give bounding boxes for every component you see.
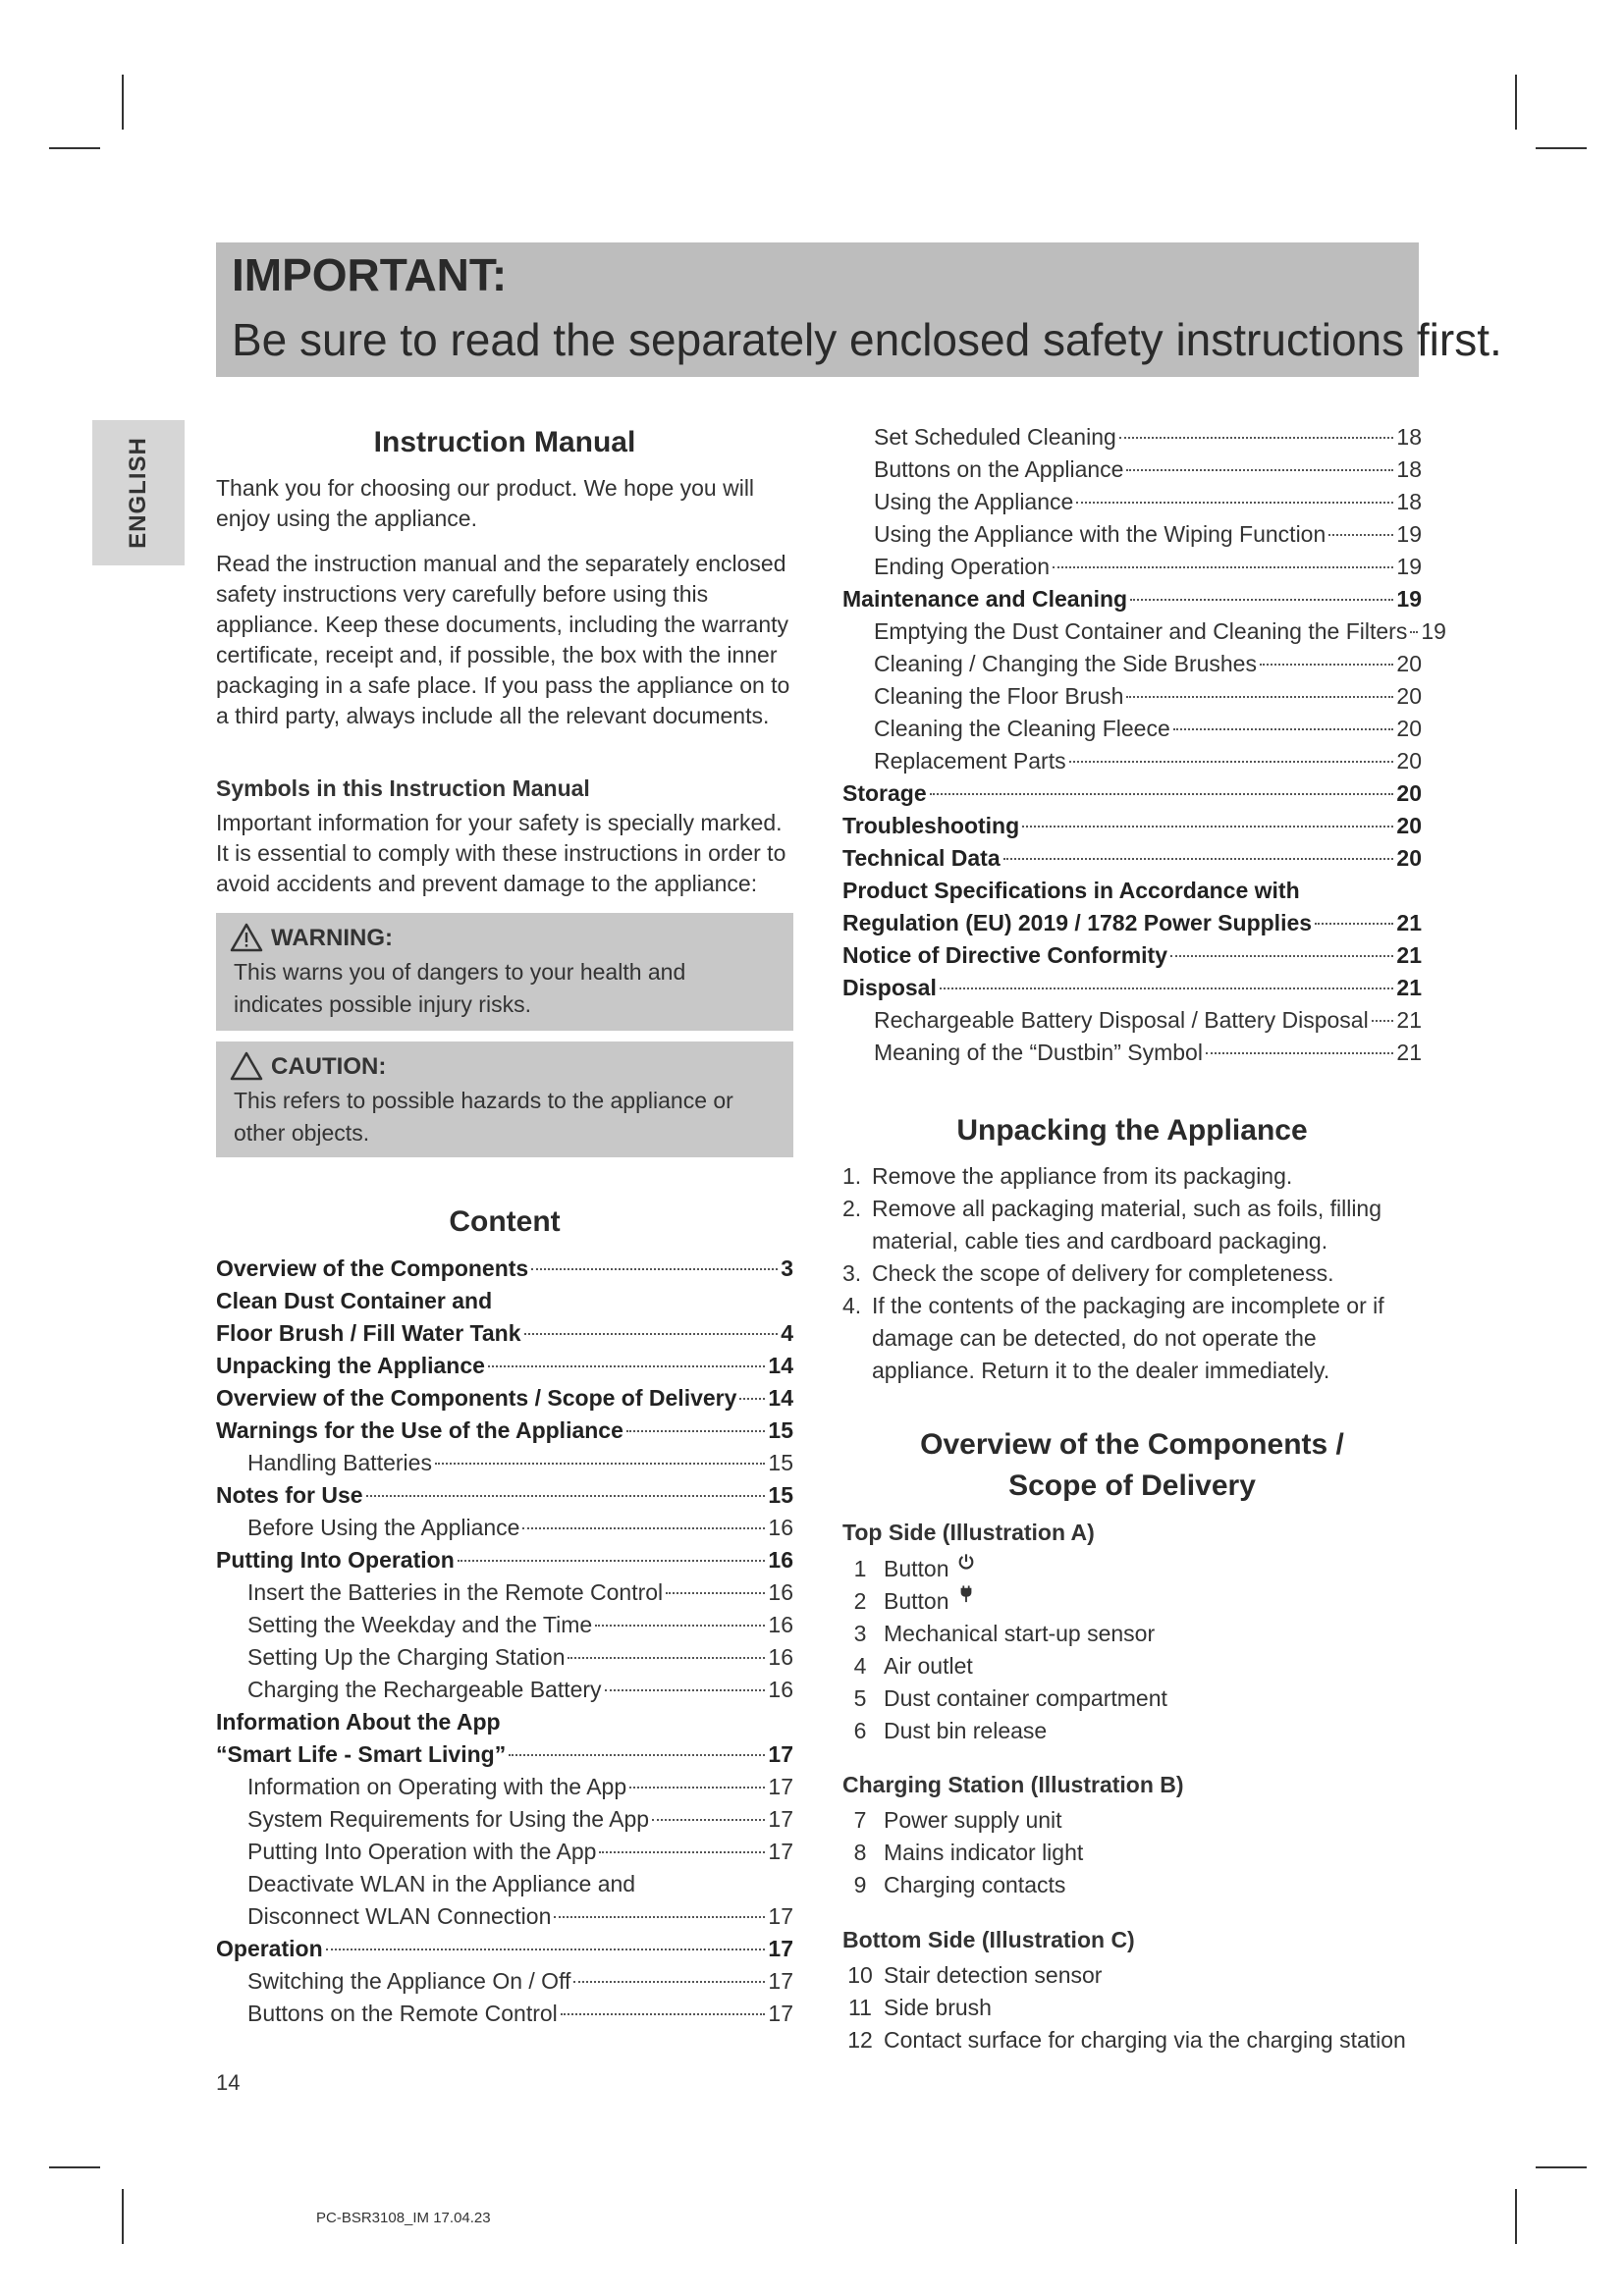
toc-entry-page: 20 xyxy=(1396,748,1422,774)
footer-code: PC-BSR3108_IM 17.04.23 xyxy=(316,2210,491,2226)
toc-leader-dots xyxy=(488,1365,765,1367)
toc-leader-dots xyxy=(1206,1052,1393,1054)
list-item xyxy=(842,1257,1422,1290)
toc-entry-page: 21 xyxy=(1396,942,1422,968)
toc-entry-label: Cleaning the Floor Brush xyxy=(874,683,1124,709)
warning-title: WARNING: xyxy=(271,925,393,951)
toc-entry-label: Disposal xyxy=(842,975,937,1000)
toc-entry-page: 15 xyxy=(768,1450,793,1475)
toc-entry-page: 20 xyxy=(1396,683,1422,709)
component-number: 5 xyxy=(853,1685,867,1711)
top-side-list xyxy=(842,1553,1422,1747)
toc-entry-label: Using the Appliance xyxy=(874,489,1074,514)
toc-entry-page: 17 xyxy=(768,1968,793,1994)
toc-leader-dots xyxy=(1130,599,1393,601)
toc-entry-page: 17 xyxy=(768,1936,793,1961)
list-item-number: 1. xyxy=(842,1163,862,1189)
toc-entry-label: Replacement Parts xyxy=(874,748,1066,774)
component-number: 12 xyxy=(847,2027,873,2053)
page-number: 14 xyxy=(216,2070,241,2095)
symbols-paragraph: Important information for your safety is specially marked. It is essential to comply with these instructions in order to avoid accidents and prevent damage to the appliance: xyxy=(216,810,786,896)
toc-entry-label: Troubleshooting xyxy=(842,813,1020,838)
language-tab xyxy=(92,420,185,565)
toc-entry xyxy=(216,1674,793,1706)
overview-heading-line2: Scope of Delivery xyxy=(1008,1469,1256,1502)
component-item xyxy=(842,2024,1422,2056)
crop-mark xyxy=(49,147,100,149)
toc-entry xyxy=(216,1285,793,1317)
toc-entry xyxy=(216,1609,793,1641)
table-of-contents-right xyxy=(842,421,1446,1069)
component-label: Contact surface for charging via the charging station xyxy=(884,2027,1406,2053)
toc-leader-dots xyxy=(1372,1020,1394,1022)
toc-entry-label: Warnings for the Use of the Appliance xyxy=(216,1417,623,1443)
component-label: Air outlet xyxy=(884,1653,973,1679)
toc-entry-label: Setting the Weekday and the Time xyxy=(247,1612,593,1637)
toc-entry-label: “Smart Life - Smart Living” xyxy=(216,1741,507,1767)
crop-mark xyxy=(122,2189,124,2244)
toc-entry xyxy=(842,745,1422,777)
toc-entry-page: 21 xyxy=(1396,1007,1422,1033)
toc-entry-page: 17 xyxy=(768,1903,793,1929)
toc-entry-page: 21 xyxy=(1396,975,1422,1000)
toc-entry xyxy=(216,1998,793,2030)
toc-entry xyxy=(842,972,1422,1004)
toc-entry xyxy=(216,1771,793,1803)
toc-entry-page: 19 xyxy=(1396,586,1422,612)
toc-entry xyxy=(216,1350,793,1382)
toc-entry-label: Meaning of the “Dustbin” Symbol xyxy=(874,1040,1203,1065)
toc-entry-label: Clean Dust Container and xyxy=(216,1288,493,1313)
component-label: Button xyxy=(884,1556,949,1581)
toc-entry-label: Product Specifications in Accordance with xyxy=(842,878,1300,903)
toc-entry xyxy=(216,1803,793,1836)
toc-entry-label: Putting Into Operation xyxy=(216,1547,455,1573)
component-number: 3 xyxy=(853,1621,867,1646)
toc-entry xyxy=(842,421,1422,454)
toc-leader-dots xyxy=(435,1463,765,1465)
toc-entry-page: 16 xyxy=(768,1547,793,1573)
toc-entry xyxy=(216,1382,793,1415)
crop-mark xyxy=(122,75,124,130)
component-number: 7 xyxy=(853,1807,867,1833)
language-label: ENGLISH xyxy=(125,437,151,549)
toc-entry-page: 20 xyxy=(1396,651,1422,676)
charging-station-list xyxy=(842,1804,1422,1901)
component-label: Mechanical start-up sensor xyxy=(884,1621,1156,1646)
toc-entry-label: Disconnect WLAN Connection xyxy=(247,1903,552,1929)
toc-entry-label: Handling Batteries xyxy=(247,1450,432,1475)
toc-entry-page: 17 xyxy=(768,2001,793,2026)
toc-entry-page: 17 xyxy=(768,1806,793,1832)
toc-entry-page: 20 xyxy=(1396,716,1422,741)
toc-leader-dots xyxy=(599,1851,765,1853)
toc-leader-dots xyxy=(666,1592,765,1594)
toc-entry xyxy=(216,1253,793,1285)
toc-entry xyxy=(842,518,1422,551)
toc-entry-label: Floor Brush / Fill Water Tank xyxy=(216,1320,521,1346)
toc-entry-label: Using the Appliance with the Wiping Function xyxy=(874,521,1326,547)
warning-box xyxy=(216,913,793,1031)
toc-leader-dots xyxy=(1410,631,1418,633)
toc-leader-dots xyxy=(509,1754,765,1756)
list-item xyxy=(842,1160,1422,1193)
toc-leader-dots xyxy=(326,1949,766,1950)
component-label: Dust container compartment xyxy=(884,1685,1167,1711)
list-item-number: 2. xyxy=(842,1196,862,1221)
toc-entry-label: Cleaning the Cleaning Fleece xyxy=(874,716,1170,741)
toc-leader-dots xyxy=(1170,955,1393,957)
toc-entry xyxy=(842,615,1446,648)
toc-leader-dots xyxy=(1315,923,1393,925)
toc-entry-label: Maintenance and Cleaning xyxy=(842,586,1128,612)
caution-box xyxy=(216,1041,793,1157)
toc-leader-dots xyxy=(605,1689,766,1691)
toc-entry xyxy=(216,1641,793,1674)
toc-entry-page: 18 xyxy=(1396,489,1422,514)
toc-entry xyxy=(216,1447,793,1479)
toc-entry-page: 15 xyxy=(768,1482,793,1508)
toc-entry-page: 21 xyxy=(1396,1040,1422,1065)
toc-entry xyxy=(842,680,1422,713)
toc-entry xyxy=(216,1836,793,1868)
toc-entry-label: Information About the App xyxy=(216,1709,501,1735)
crop-mark xyxy=(49,2166,100,2168)
component-number: 9 xyxy=(853,1872,867,1897)
toc-entry-page: 16 xyxy=(768,1677,793,1702)
toc-leader-dots xyxy=(739,1398,765,1400)
component-label: Power supply unit xyxy=(884,1807,1062,1833)
toc-entry xyxy=(842,1037,1422,1069)
toc-entry xyxy=(842,454,1422,486)
banner-title: IMPORTANT: xyxy=(232,249,508,300)
crop-mark xyxy=(1515,75,1517,130)
toc-leader-dots xyxy=(930,793,1394,795)
list-item xyxy=(842,1193,1422,1257)
bottom-side-list xyxy=(842,1959,1422,2056)
component-number: 8 xyxy=(853,1840,867,1865)
toc-leader-dots xyxy=(1173,728,1394,730)
content-heading: Content xyxy=(449,1205,561,1238)
toc-entry xyxy=(842,551,1422,583)
toc-entry-page: 20 xyxy=(1396,813,1422,838)
component-item xyxy=(842,1992,1422,2024)
intro-paragraph: Thank you for choosing our product. We hope you will enjoy using the appliance. xyxy=(216,475,755,531)
component-item xyxy=(842,1869,1422,1901)
toc-leader-dots xyxy=(940,988,1394,989)
toc-leader-dots xyxy=(524,1333,779,1335)
toc-leader-dots xyxy=(595,1625,765,1627)
toc-entry-label: Unpacking the Appliance xyxy=(216,1353,485,1378)
toc-entry xyxy=(216,1868,793,1900)
unpacking-steps xyxy=(842,1160,1422,1387)
component-label: Mains indicator light xyxy=(884,1840,1084,1865)
toc-entry xyxy=(842,810,1422,842)
toc-entry-label: Deactivate WLAN in the Appliance and xyxy=(247,1871,636,1896)
top-side-heading: Top Side (Illustration A) xyxy=(842,1520,1095,1545)
toc-entry-label: Emptying the Dust Container and Cleaning the Filters xyxy=(874,618,1408,644)
toc-entry-label: System Requirements for Using the App xyxy=(247,1806,650,1832)
toc-entry-page: 4 xyxy=(781,1320,793,1346)
component-number: 6 xyxy=(853,1718,867,1743)
banner-text: Be sure to read the separately enclosed safety instructions first. xyxy=(232,314,1502,365)
toc-entry-page: 20 xyxy=(1396,780,1422,806)
toc-entry xyxy=(842,939,1422,972)
bottom-side-heading: Bottom Side (Illustration C) xyxy=(842,1927,1135,1952)
toc-entry xyxy=(216,1479,793,1512)
toc-leader-dots xyxy=(1119,437,1394,439)
toc-entry-page: 17 xyxy=(768,1839,793,1864)
toc-entry-label: Technical Data xyxy=(842,845,1001,871)
symbols-heading: Symbols in this Instruction Manual xyxy=(216,775,590,801)
unpacking-heading: Unpacking the Appliance xyxy=(956,1114,1308,1147)
toc-entry-label: Operation xyxy=(216,1936,323,1961)
component-item xyxy=(842,1650,1422,1682)
component-item xyxy=(842,1959,1422,1992)
component-item xyxy=(842,1682,1422,1715)
toc-entry-label: Switching the Appliance On / Off xyxy=(247,1968,571,1994)
toc-entry-label: Regulation (EU) 2019 / 1782 Power Supplies xyxy=(842,910,1313,935)
caution-body: This refers to possible hazards to the appliance or other objects. xyxy=(234,1088,733,1146)
component-number: 1 xyxy=(853,1556,867,1581)
toc-leader-dots xyxy=(366,1495,766,1497)
toc-entry xyxy=(842,875,1422,907)
toc-leader-dots xyxy=(531,1268,778,1270)
crop-mark xyxy=(1536,147,1587,149)
list-item xyxy=(842,1290,1422,1387)
toc-entry xyxy=(216,1738,793,1771)
warning-triangle-icon xyxy=(230,923,263,952)
charging-station-heading: Charging Station (Illustration B) xyxy=(842,1772,1184,1797)
important-banner xyxy=(216,242,1502,377)
toc-entry xyxy=(216,1415,793,1447)
toc-entry-page: 19 xyxy=(1421,618,1446,644)
toc-leader-dots xyxy=(573,1981,765,1983)
warning-body: This warns you of dangers to your health and indicates possible injury risks. xyxy=(234,959,686,1017)
power-icon xyxy=(957,1553,975,1571)
toc-entry-page: 19 xyxy=(1396,554,1422,579)
crop-mark xyxy=(1515,2189,1517,2244)
toc-entry-page: 16 xyxy=(768,1579,793,1605)
toc-entry-page: 19 xyxy=(1396,521,1422,547)
component-label: Stair detection sensor xyxy=(884,1962,1103,1988)
toc-entry-label: Overview of the Components xyxy=(216,1255,529,1281)
toc-entry xyxy=(842,648,1422,680)
toc-entry-page: 14 xyxy=(768,1353,793,1378)
toc-entry xyxy=(842,907,1422,939)
toc-leader-dots xyxy=(1076,502,1393,504)
toc-entry-label: Set Scheduled Cleaning xyxy=(874,424,1116,450)
toc-entry-label: Buttons on the Remote Control xyxy=(247,2001,558,2026)
toc-entry xyxy=(842,1004,1422,1037)
toc-entry-page: 18 xyxy=(1396,456,1422,482)
caution-triangle-icon xyxy=(230,1051,263,1081)
toc-leader-dots xyxy=(626,1430,766,1432)
toc-entry xyxy=(216,1512,793,1544)
toc-entry-page: 3 xyxy=(781,1255,793,1281)
toc-entry-label: Putting Into Operation with the App xyxy=(247,1839,597,1864)
toc-entry-page: 17 xyxy=(768,1741,793,1767)
toc-entry xyxy=(216,1576,793,1609)
table-of-contents-left xyxy=(216,1253,793,2030)
component-label: Charging contacts xyxy=(884,1872,1066,1897)
toc-entry-page: 15 xyxy=(768,1417,793,1443)
toc-entry xyxy=(216,1544,793,1576)
component-label: Dust bin release xyxy=(884,1718,1048,1743)
toc-entry-page: 16 xyxy=(768,1515,793,1540)
toc-leader-dots xyxy=(652,1819,765,1821)
toc-entry-label: Overview of the Components / Scope of Delivery xyxy=(216,1385,737,1411)
toc-entry-label: Insert the Batteries in the Remote Control xyxy=(247,1579,664,1605)
toc-entry-label: Rechargeable Battery Disposal / Battery Disposal xyxy=(874,1007,1369,1033)
toc-entry-label: Notice of Directive Conformity xyxy=(842,942,1167,968)
component-item xyxy=(842,1837,1422,1869)
toc-entry-page: 20 xyxy=(1396,845,1422,871)
toc-entry-label: Cleaning / Changing the Side Brushes xyxy=(874,651,1257,676)
toc-entry-page: 18 xyxy=(1396,424,1422,450)
toc-leader-dots xyxy=(1069,761,1394,763)
toc-leader-dots xyxy=(1126,696,1393,698)
component-item xyxy=(842,1618,1422,1650)
toc-leader-dots xyxy=(522,1527,765,1529)
toc-leader-dots xyxy=(1053,566,1393,568)
toc-entry xyxy=(216,1965,793,1998)
toc-leader-dots xyxy=(1260,664,1393,666)
toc-entry xyxy=(216,1933,793,1965)
component-item xyxy=(842,1715,1422,1747)
component-label: Button xyxy=(884,1588,949,1614)
crop-mark xyxy=(1536,2166,1587,2168)
toc-entry xyxy=(216,1706,793,1738)
toc-entry-page: 17 xyxy=(768,1774,793,1799)
toc-leader-dots xyxy=(1022,826,1393,828)
list-item-text: Check the scope of delivery for completeness. xyxy=(872,1260,1334,1286)
toc-leader-dots xyxy=(1126,469,1393,471)
list-item-text: Remove the appliance from its packaging. xyxy=(872,1163,1293,1189)
toc-leader-dots xyxy=(568,1657,765,1659)
read-manual-paragraph: Read the instruction manual and the separately enclosed safety instructions very carefully before using this appliance. Keep these documents, including the warranty certificate, receipt and, if possible, the box with the inner packaging in a safe place. If you pass the appliance on to a third party, always include all the relevant documents. xyxy=(216,551,790,728)
toc-leader-dots xyxy=(1003,858,1394,860)
component-item xyxy=(842,1553,1422,1585)
toc-entry-label: Before Using the Appliance xyxy=(247,1515,520,1540)
toc-entry-label: Notes for Use xyxy=(216,1482,363,1508)
toc-leader-dots xyxy=(554,1916,765,1918)
component-label: Side brush xyxy=(884,1995,992,2020)
toc-entry xyxy=(216,1317,793,1350)
component-number: 10 xyxy=(847,1962,873,1988)
toc-entry-label: Charging the Rechargeable Battery xyxy=(247,1677,602,1702)
component-number: 11 xyxy=(848,1995,872,2020)
toc-entry xyxy=(842,842,1422,875)
toc-entry-label: Ending Operation xyxy=(874,554,1051,579)
toc-entry-label: Setting Up the Charging Station xyxy=(247,1644,566,1670)
toc-entry-page: 14 xyxy=(768,1385,793,1411)
toc-entry xyxy=(842,583,1422,615)
toc-entry-page: 16 xyxy=(768,1612,793,1637)
caution-title: CAUTION: xyxy=(271,1053,387,1080)
list-item-text: If the contents of the packaging are incomplete or if damage can be detected, do not operate the appliance. Return it to the dealer immediately. xyxy=(872,1293,1384,1383)
toc-entry xyxy=(842,486,1422,518)
instruction-manual-heading: Instruction Manual xyxy=(373,426,636,458)
toc-entry xyxy=(216,1900,793,1933)
list-item-number: 3. xyxy=(842,1260,862,1286)
list-item-text: Remove all packaging material, such as foils, filling material, cable ties and cardboard packaging. xyxy=(872,1196,1382,1254)
component-item xyxy=(842,1585,1422,1618)
toc-entry-label: Information on Operating with the App xyxy=(247,1774,627,1799)
plug-icon xyxy=(957,1585,975,1603)
toc-entry xyxy=(842,713,1422,745)
component-number: 2 xyxy=(853,1588,867,1614)
toc-leader-dots xyxy=(561,2013,766,2015)
toc-entry-page: 21 xyxy=(1396,910,1422,935)
toc-leader-dots xyxy=(458,1560,766,1562)
list-item-number: 4. xyxy=(842,1293,862,1318)
component-item xyxy=(842,1804,1422,1837)
overview-heading-line1: Overview of the Components / xyxy=(920,1428,1344,1461)
toc-leader-dots xyxy=(1328,534,1393,536)
toc-entry xyxy=(842,777,1422,810)
component-number: 4 xyxy=(853,1653,867,1679)
toc-entry-label: Storage xyxy=(842,780,927,806)
toc-entry-page: 16 xyxy=(768,1644,793,1670)
toc-entry-label: Buttons on the Appliance xyxy=(874,456,1124,482)
toc-leader-dots xyxy=(629,1787,765,1789)
